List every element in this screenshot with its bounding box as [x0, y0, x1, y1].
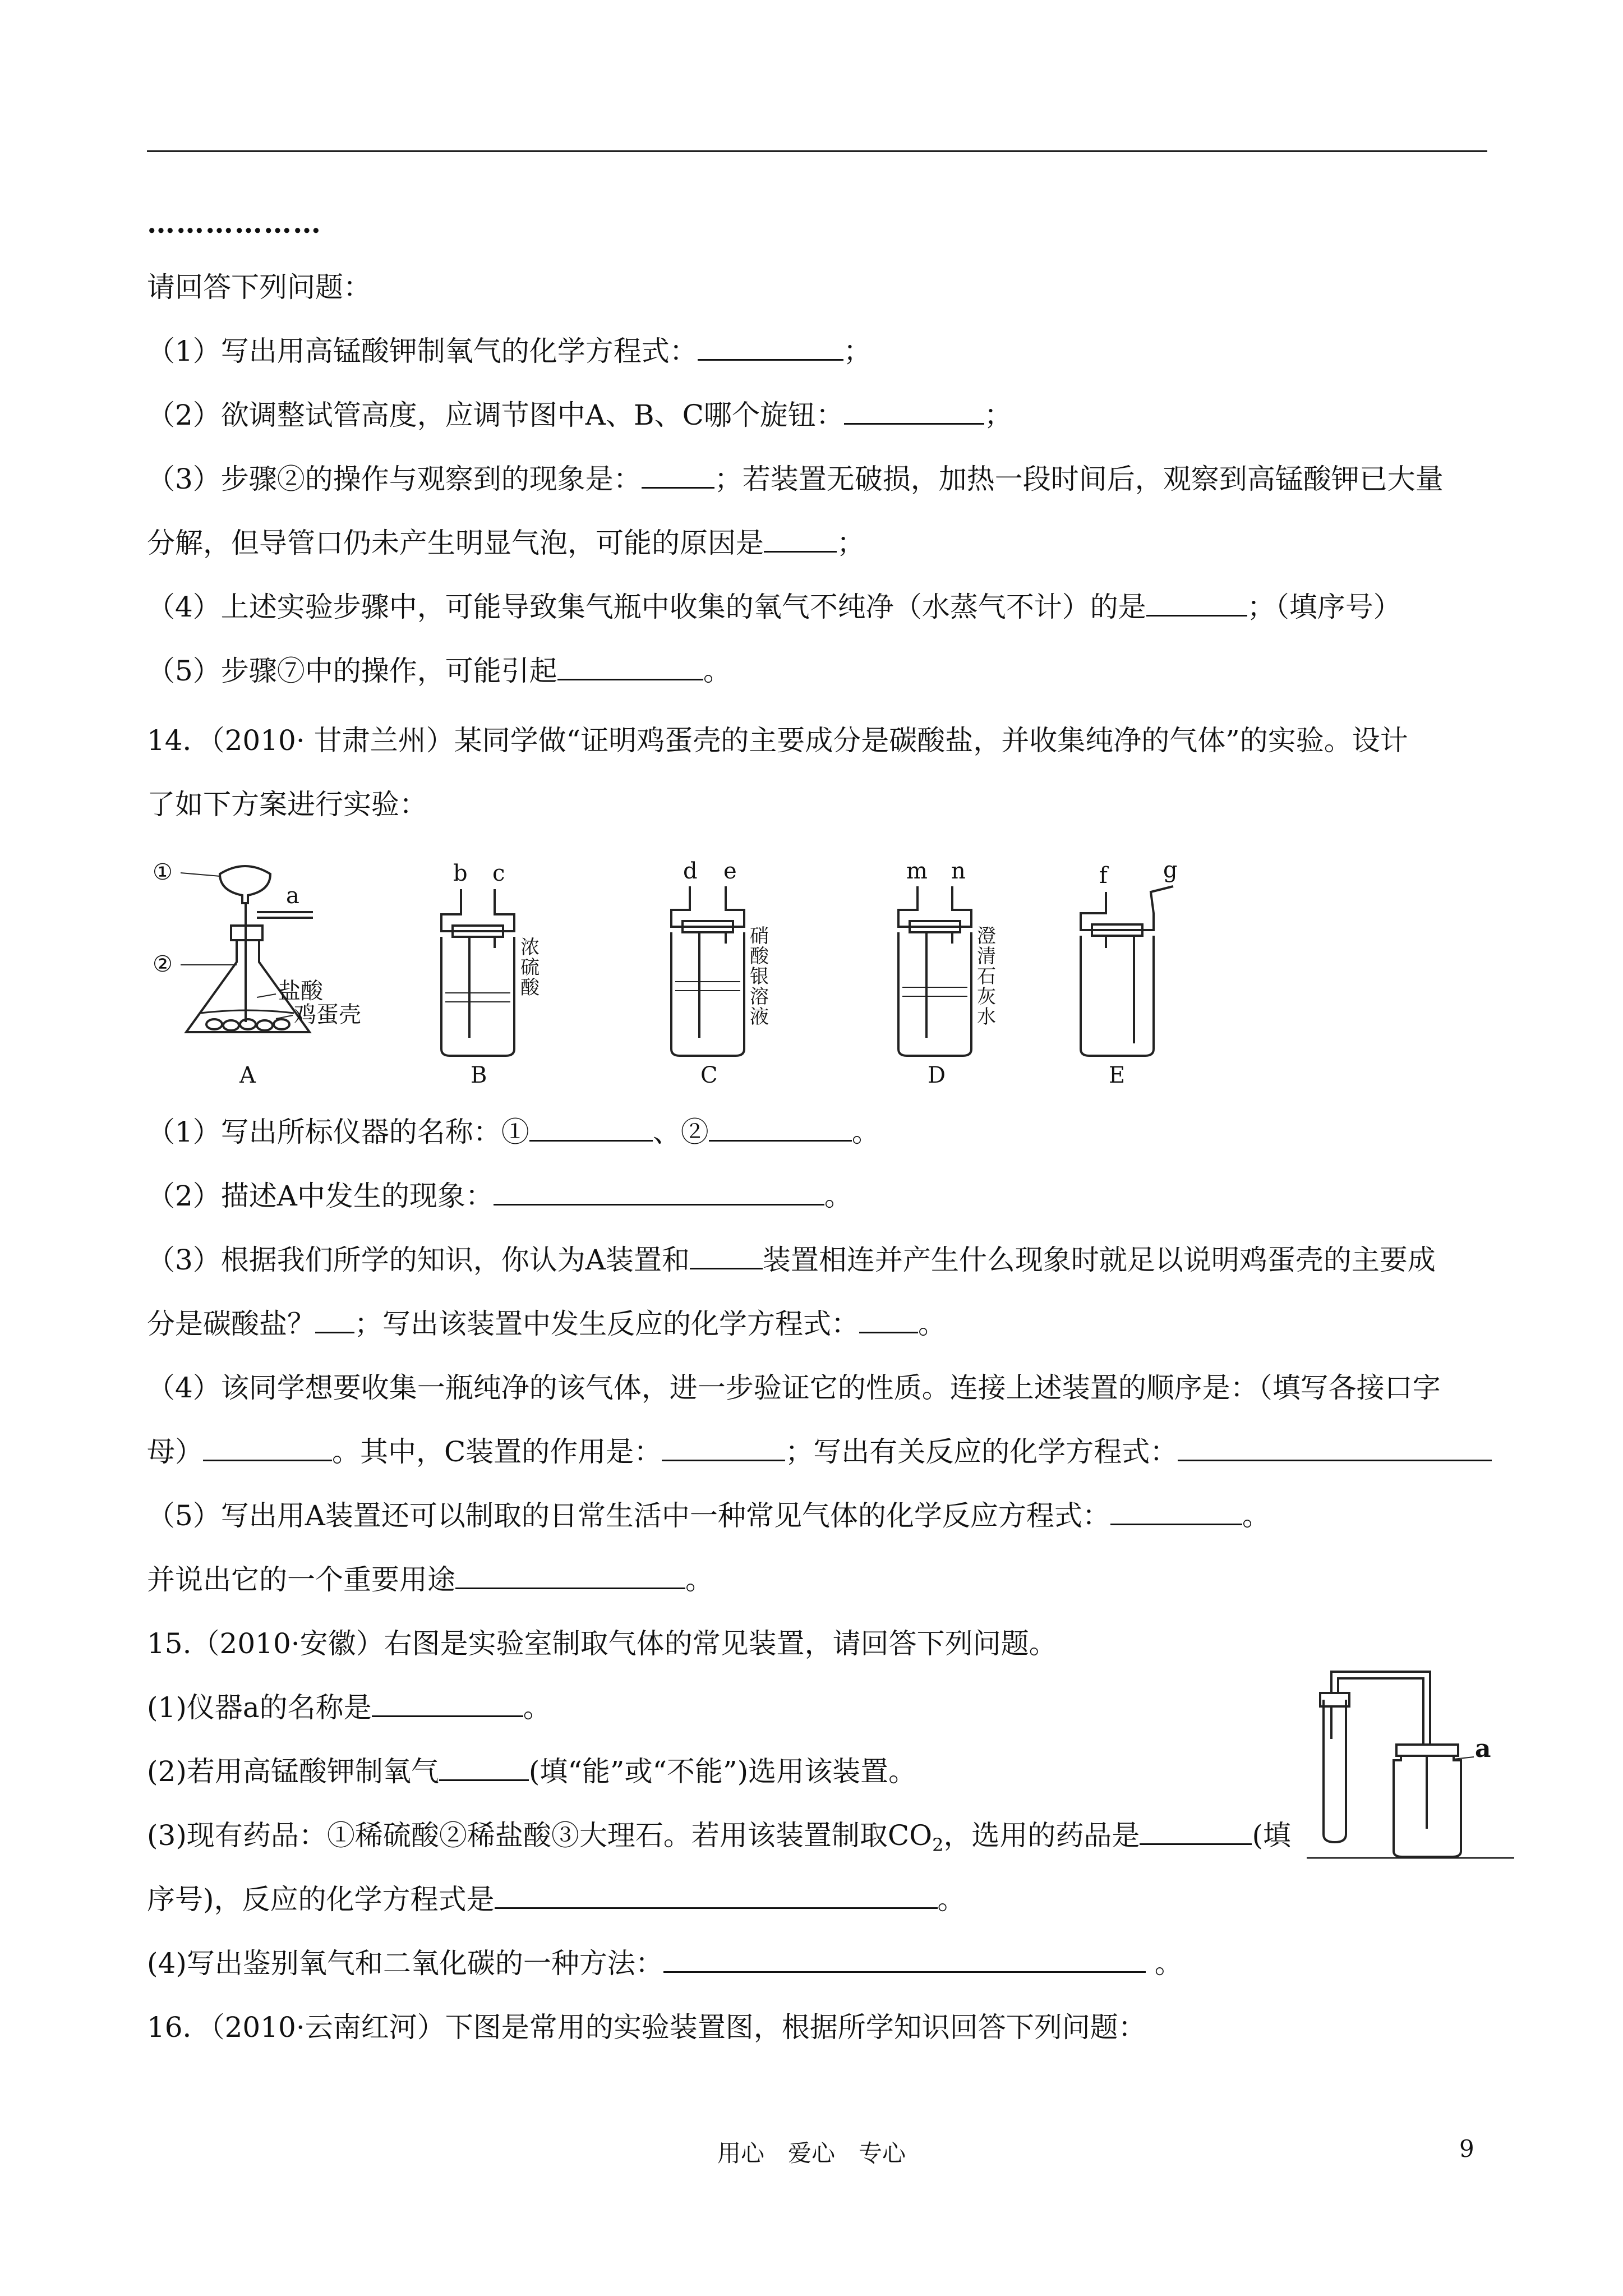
q13-part3-line1	[147, 462, 1444, 496]
q14-part4b-text: 母）	[147, 1435, 203, 1468]
footer-motto: 用心 爱心 专心	[717, 2139, 906, 2167]
q13-intro: 请回答下列问题：	[147, 271, 371, 303]
q14-stem-line1: 14．（2010· 甘肃兰州）某同学做“证明鸡蛋壳的主要成分是碳酸盐，并收集纯净的气体”的实验。设计	[147, 724, 1408, 757]
q15-part1-text: (1)仪器a的名称是	[147, 1691, 372, 1724]
answer-blank[interactable]	[764, 526, 837, 553]
q14-part6-text: 并说出它的一个重要用途	[147, 1563, 455, 1596]
q14-part3b-text: 分是碳酸盐？	[147, 1308, 315, 1340]
answer-blank[interactable]	[859, 1307, 918, 1333]
label-port-f: f	[1099, 863, 1108, 889]
answer-blank[interactable]	[203, 1435, 332, 1461]
q14-part4-line2	[147, 1435, 1492, 1469]
label-egg-shell: 鸡蛋壳	[294, 1002, 361, 1028]
q13-part1-suffix: ；	[843, 335, 872, 367]
q13-part4	[147, 590, 1401, 624]
answer-blank[interactable]	[495, 1883, 938, 1909]
q14-part5-text: （5）写出用A装置还可以制取的日常生活中一种常见气体的化学反应方程式：	[147, 1499, 1110, 1532]
q15-part2-suffix: (填“能”或“不能”)选用该装置。	[528, 1755, 917, 1788]
q15-part4-text: (4)写出鉴别氧气和二氧化碳的一种方法：	[147, 1947, 663, 1980]
q14-part4-line1: （4）该同学想要收集一瓶纯净的该气体，进一步验证它的性质。连接上述装置的顺序是：（填写各接口字	[147, 1372, 1441, 1404]
q13-part3-suffix: ；若装置无破损，加热一段时间后，观察到高锰酸钾已大量	[714, 463, 1444, 495]
answer-blank[interactable]	[372, 1691, 523, 1717]
q14-part1-mid: 、②	[652, 1116, 709, 1148]
q13-part3-line2	[147, 526, 865, 560]
q14-part6	[147, 1563, 713, 1596]
q14-part2-text: （2）描述A中发生的现象：	[147, 1180, 494, 1212]
answer-blank[interactable]	[1178, 1435, 1492, 1461]
answer-blank[interactable]	[709, 1115, 852, 1142]
co2-subscript: 2	[932, 1834, 944, 1856]
label-port-g: g	[1163, 857, 1178, 883]
q14-part2-suffix: 。	[824, 1180, 852, 1212]
q14-part4b-mid: 。其中，C装置的作用是：	[332, 1435, 662, 1468]
q15-part3b-suffix: 。	[937, 1883, 966, 1916]
q15-part4-suffix: 。	[1154, 1947, 1183, 1980]
q15-part2-text: (2)若用高锰酸钾制氧气	[147, 1755, 439, 1788]
q14-part5	[147, 1499, 1270, 1533]
q15-stem: 15.（2010·安徽）右图是实验室制取气体的常见装置，请回答下列问题。	[147, 1627, 1057, 1660]
answer-blank[interactable]	[557, 654, 703, 680]
apparatus-b	[441, 889, 514, 1056]
answer-blank[interactable]	[698, 334, 843, 361]
label-port-c: c	[492, 861, 505, 886]
q15-part3-mid: ，选用的药品是	[943, 1819, 1140, 1852]
apparatus-d	[898, 886, 971, 1056]
q13-part4-text: （4）上述实验步骤中，可能导致集气瓶中收集的氧气不纯净（水蒸气不计）的是	[147, 591, 1146, 623]
apparatus-e	[1081, 886, 1173, 1056]
header-rule	[147, 150, 1487, 152]
label-mark1: ①	[153, 859, 173, 885]
q14-part5-suffix: 。	[1242, 1499, 1270, 1532]
answer-blank[interactable]	[642, 462, 714, 489]
q15-part1	[147, 1691, 551, 1724]
q14-part3b-end: 。	[918, 1308, 946, 1340]
q14-part1-text: （1）写出所标仪器的名称：①	[147, 1116, 529, 1148]
q13-part5	[147, 654, 731, 688]
label-port-d: d	[683, 858, 698, 884]
q14-part3-line1	[147, 1243, 1436, 1277]
label-B: B	[471, 1062, 487, 1088]
q14-part3b-mid: ；写出该装置中发生反应的化学方程式：	[354, 1308, 859, 1340]
label-E: E	[1109, 1062, 1126, 1088]
q14-stem-line2: 了如下方案进行实验：	[147, 788, 427, 821]
q14-part3-suffix: 装置相连并产生什么现象时就足以说明鸡蛋壳的主要成	[762, 1244, 1436, 1276]
continuation-dots: ………………	[147, 206, 322, 240]
q16-stem: 16．（2010·云南红河）下图是常用的实验装置图，根据所学知识回答下列问题：	[147, 2011, 1146, 2044]
q15-part3-line2	[147, 1883, 966, 1916]
q14-part4b-mid2: ；写出有关反应的化学方程式：	[785, 1435, 1178, 1468]
label-port-n: n	[951, 858, 966, 884]
q15-part3b-text: 序号)，反应的化学方程式是	[147, 1883, 495, 1916]
answer-blank[interactable]	[690, 1243, 763, 1269]
apparatus-c	[671, 886, 744, 1056]
answer-blank[interactable]	[315, 1307, 354, 1333]
q13-part3b-text: 分解，但导管口仍未产生明显气泡，可能的原因是	[147, 527, 764, 559]
answer-blank[interactable]	[844, 398, 984, 425]
q13-part1-text: （1）写出用高锰酸钾制氧气的化学方程式：	[147, 335, 698, 367]
reagent-label-c: 硝酸银溶液	[750, 925, 769, 1028]
label-port-b: b	[453, 861, 468, 886]
q15-part3-line1	[147, 1819, 1291, 1862]
q15-part4	[147, 1947, 1183, 1980]
q13-part3-text: （3）步骤②的操作与观察到的现象是：	[147, 463, 642, 495]
answer-blank[interactable]	[439, 1755, 529, 1781]
q13-part1	[147, 334, 872, 368]
q15-part3-text: (3)现有药品：①稀硫酸②稀盐酸③大理石。若用该装置制取CO	[147, 1819, 933, 1852]
answer-blank[interactable]	[1110, 1499, 1242, 1525]
label-port-e: e	[723, 858, 737, 884]
label-acid: 盐酸	[278, 978, 323, 1004]
q13-part5-suffix: 。	[703, 655, 731, 687]
reagent-label-d: 澄清石灰水	[977, 925, 996, 1028]
answer-blank[interactable]	[662, 1435, 785, 1461]
label-instrument-a: a	[1475, 1734, 1491, 1763]
q14-apparatus-figure	[147, 847, 1212, 1094]
q13-part2-text: （2）欲调整试管高度，应调节图中A、B、C哪个旋钮：	[147, 399, 844, 431]
q13-part3b-suffix: ；	[837, 527, 865, 559]
q14-part3-text: （3）根据我们所学的知识，你认为A装置和	[147, 1244, 690, 1276]
q14-part1-suffix: 。	[851, 1116, 880, 1148]
answer-blank[interactable]	[1146, 590, 1247, 616]
answer-blank[interactable]	[1140, 1819, 1252, 1845]
q13-part2-suffix: ；	[984, 399, 1012, 431]
label-mark2: ②	[153, 951, 173, 977]
q13-part4-suffix: ；（填序号）	[1247, 591, 1401, 623]
answer-blank[interactable]	[455, 1563, 685, 1589]
label-D: D	[928, 1062, 946, 1088]
reagent-label-b: 浓硫酸	[520, 936, 540, 999]
label-A: A	[239, 1062, 256, 1088]
page-number: 9	[1459, 2135, 1474, 2162]
q14-part2	[147, 1179, 852, 1213]
answer-blank[interactable]	[663, 1947, 1146, 1973]
q15-part3-suffix: (填	[1252, 1819, 1291, 1852]
label-C: C	[700, 1062, 718, 1088]
vertical-reagent-labels	[520, 925, 996, 1028]
q15-part1-suffix: 。	[523, 1691, 551, 1724]
q13-part5-text: （5）步骤⑦中的操作，可能引起	[147, 655, 557, 687]
answer-blank[interactable]	[529, 1115, 653, 1142]
label-port-m: m	[906, 858, 928, 884]
answer-blank[interactable]	[494, 1179, 824, 1205]
q13-part2	[147, 398, 1012, 432]
q14-part1	[147, 1115, 880, 1149]
q15-part2	[147, 1755, 916, 1788]
q14-part6-suffix: 。	[685, 1563, 713, 1596]
q14-part3-line2	[147, 1307, 946, 1341]
q15-apparatus-figure	[1307, 1660, 1514, 1862]
label-port-a: a	[286, 883, 299, 909]
